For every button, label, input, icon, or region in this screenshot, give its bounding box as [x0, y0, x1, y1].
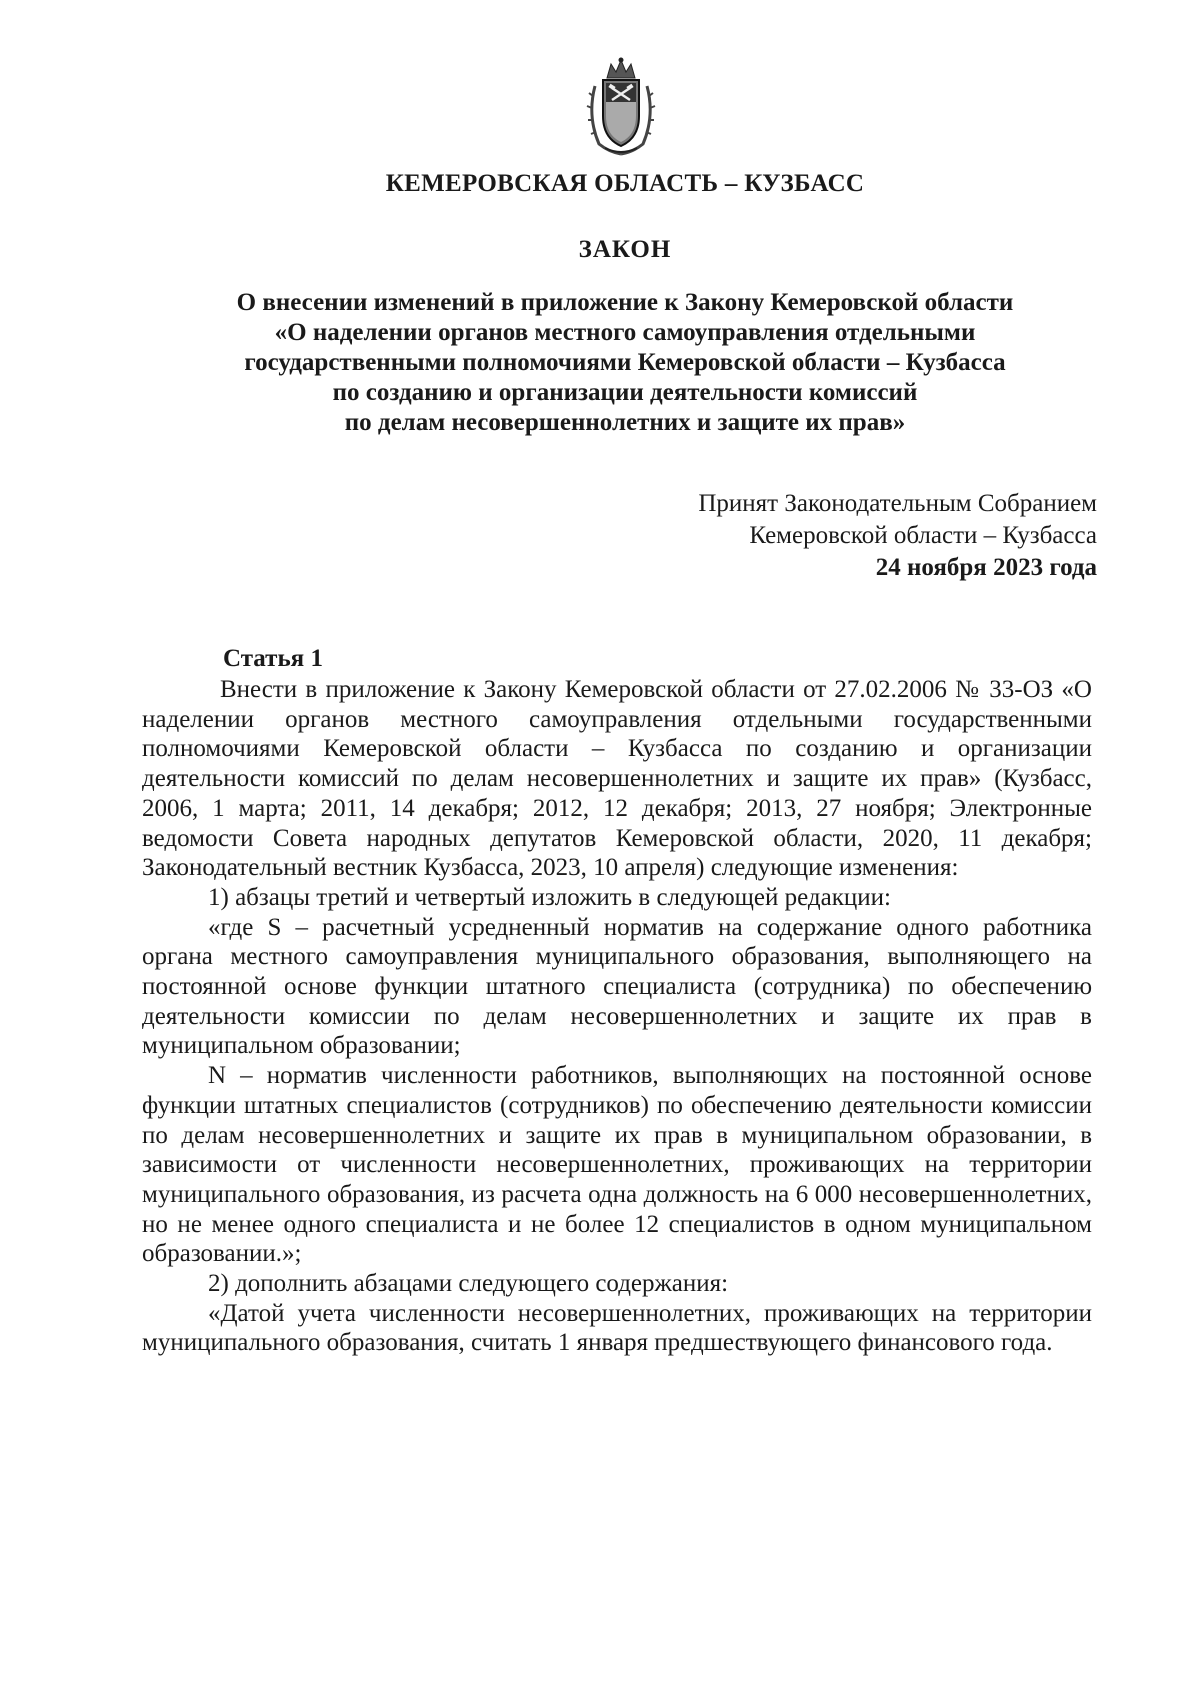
law-title-line: по созданию и организации деятельности комиссий — [332, 379, 918, 406]
article-body — [142, 675, 1092, 1358]
adoption-block — [698, 488, 1097, 584]
region-title: КЕМЕРОВСКАЯ ОБЛАСТЬ – КУЗБАСС — [385, 170, 865, 197]
document-type: ЗАКОН — [578, 236, 672, 263]
article-paragraph: «где S – расчетный усредненный норматив на содержание одного работника органа местного самоуправления муниципального образования, выполняющего на постоянной основе функции штатного специалиста (сотрудника) по обеспечению деятельности комиссии по делам несовершеннолетних и защите их прав в муниципальном образовании; — [142, 913, 1092, 1060]
adoption-line: Кемеровской области – Кузбасса — [749, 522, 1097, 549]
article-paragraph: «Датой учета численности несовершеннолетних, проживающих на территории муниципального образования, считать 1 января предшествующего финансового года. — [142, 1299, 1092, 1357]
coat-of-arms-icon — [585, 56, 657, 156]
article-paragraph: Внести в приложение к Закону Кемеровской области от 27.02.2006 № 33-ОЗ «О наделении органов местного самоуправления отдельными государственными полномочиями Кемеровской области – Кузбасса по созданию и организации деятельности комиссий по делам несовершеннолетних и защите их прав» (Кузбасс, 2006, 1 марта; 2011, 14 декабря; 2012, 12 декабря; 2013, 27 ноября; Электронные ведомости Совета народных депутатов Кемеровской области, 2020, 11 декабря; Законодательный вестник Кузбасса, 2023, 10 апреля) следующие изменения: — [142, 676, 1092, 882]
law-title-line: государственными полномочиями Кемеровской области – Кузбасса — [244, 349, 1006, 376]
law-title — [150, 288, 1100, 438]
article-paragraph: N – норматив численности работников, выполняющих на постоянной основе функции штатных специалистов (сотрудников) по обеспечению деятельности комиссии по делам несовершеннолетних и защите их прав в муниципальном образовании, в зависимости от численности несовершеннолетних, проживающих на территории муниципального образования, из расчета одна должность на 6 000 несовершеннолетних, но не менее одного специалиста и не более 12 специалистов в одном муниципальном образовании.»; — [142, 1062, 1092, 1268]
adoption-line: Принят Законодательным Собранием — [698, 490, 1097, 517]
article-heading: Статья 1 — [223, 645, 323, 672]
adoption-date: 24 ноября 2023 года — [875, 554, 1097, 581]
law-title-line: «О наделении органов местного самоуправления отдельными — [274, 319, 976, 346]
law-title-line: О внесении изменений в приложение к Закону Кемеровской области — [236, 289, 1014, 316]
article-paragraph: 1) абзацы третий и четвертый изложить в следующей редакции: — [208, 883, 891, 911]
article-paragraph: 2) дополнить абзацами следующего содержания: — [208, 1270, 729, 1298]
law-title-line: по делам несовершеннолетних и защите их прав» — [344, 409, 906, 436]
